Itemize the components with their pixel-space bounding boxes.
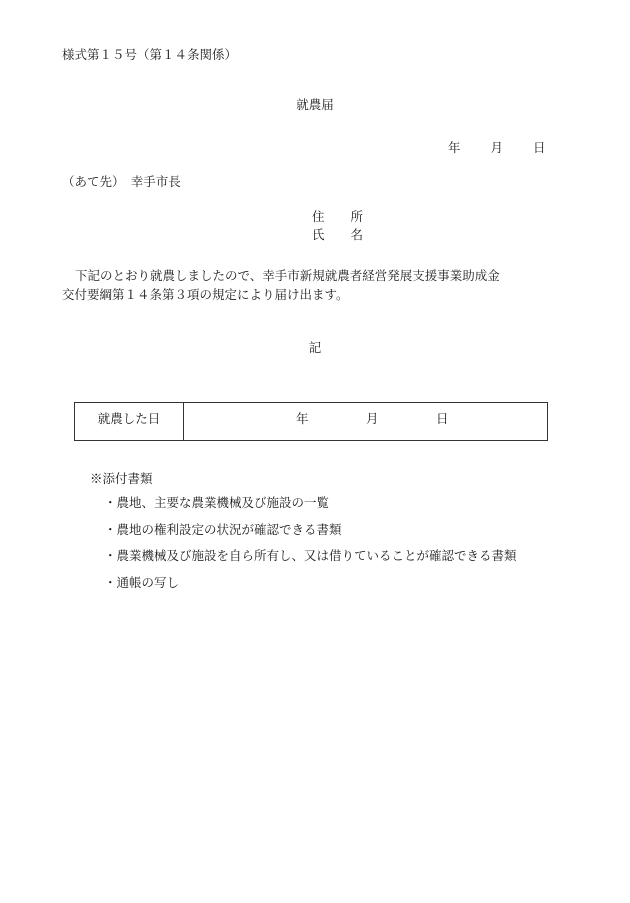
sender-address-label xyxy=(312,207,363,225)
body-line-2: 交付要綱第１４条第３項の規定により届け出ます。 xyxy=(62,287,349,302)
date-day: 日 xyxy=(533,140,546,155)
name-label-1: 氏 xyxy=(312,227,325,242)
addressee: （あて先） 幸手市長 xyxy=(62,174,181,189)
address-label-1: 住 xyxy=(312,209,325,224)
form-number: 様式第１５号（第１４条関係） xyxy=(62,47,238,62)
list-item: ・通帳の写し xyxy=(104,574,180,590)
table-day: 日 xyxy=(436,411,449,426)
list-item: ・農地の権利設定の状況が確認できる書類 xyxy=(104,521,342,537)
farm-start-date-table xyxy=(74,402,548,441)
attachments-list xyxy=(104,496,517,602)
document-title: 就農届 xyxy=(296,97,334,112)
date-line xyxy=(448,138,546,156)
table-month: 月 xyxy=(366,411,379,426)
list-item: ・農地、主要な農業機械及び施設の一覧 xyxy=(104,495,330,510)
table-year: 年 xyxy=(296,411,309,426)
name-label-2: 名 xyxy=(350,227,364,242)
body-paragraph xyxy=(62,266,572,304)
date-year: 年 xyxy=(448,140,461,155)
ki-heading: 記 xyxy=(308,340,322,355)
date-month: 月 xyxy=(490,140,504,155)
list-item: ・農業機械及び施設を自ら所有し、又は借りていることが確認できる書類 xyxy=(104,548,517,563)
table-row xyxy=(75,403,548,441)
sender-name-label xyxy=(312,225,363,243)
address-label-2: 所 xyxy=(350,209,364,224)
farm-start-date-field[interactable] xyxy=(184,403,548,441)
body-line-1: 下記のとおり就農しましたので、幸手市新規就農者経営発展支援事業助成金 xyxy=(75,268,500,283)
farm-start-date-label: 就農した日 xyxy=(75,403,184,441)
attachments-heading: ※添付書類 xyxy=(90,471,153,486)
